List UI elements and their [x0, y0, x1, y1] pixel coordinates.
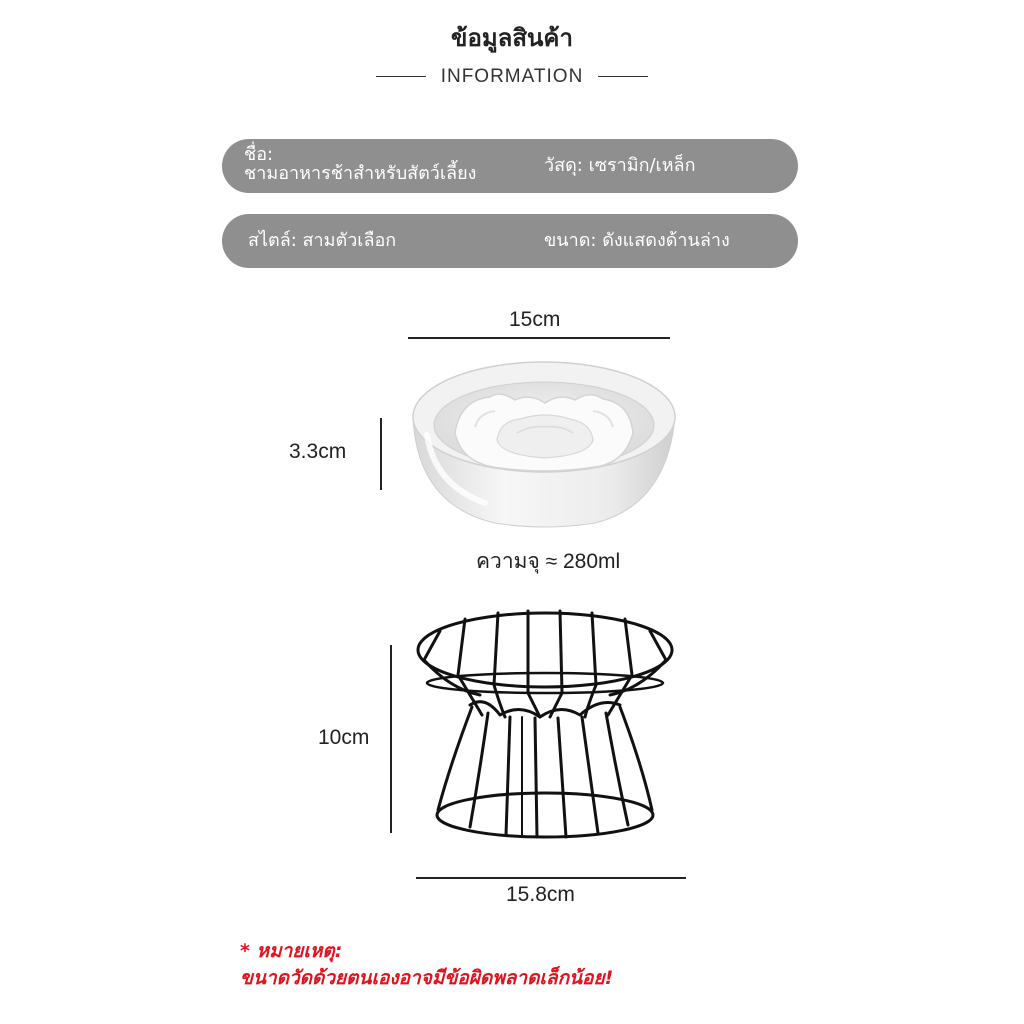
slow-feeder-bowl-image: [405, 355, 685, 535]
product-name-value: ชามอาหารช้าสำหรับสัตว์เลี้ยง: [244, 163, 477, 184]
info-pill-name-material: [222, 139, 798, 193]
size-text: ขนาด: ดังแสดงด้านล่าง: [544, 230, 730, 251]
metal-stand-image: [410, 605, 680, 845]
note-text: ขนาดวัดด้วยตนเองอาจมีข้อผิดพลาดเล็กน้อย!: [240, 967, 614, 989]
info-pill-style-size: [222, 214, 798, 268]
product-name-label: ชื่อ:: [244, 144, 274, 165]
subtitle-rule-left: [376, 76, 426, 77]
material-text: วัสดุ: เซรามิก/เหล็ก: [544, 155, 696, 176]
bowl-width-line: [408, 337, 670, 339]
bowl-width-label: 15cm: [509, 308, 561, 331]
subtitle-rule-right: [598, 76, 648, 77]
stand-width-line: [416, 877, 686, 879]
bowl-capacity-label: ความจุ ≈ 280ml: [476, 550, 621, 573]
stand-height-line: [390, 645, 392, 833]
note-title: * หมายเหตุ:: [240, 940, 343, 962]
style-text: สไตล์: สามตัวเลือก: [248, 230, 397, 251]
bowl-height-label: 3.3cm: [289, 440, 347, 463]
stand-height-label: 10cm: [318, 726, 370, 749]
bowl-height-line: [380, 418, 382, 490]
page-title: ข้อมูลสินค้า: [451, 24, 573, 52]
subtitle-text: INFORMATION: [440, 66, 584, 87]
stand-width-label: 15.8cm: [506, 883, 575, 906]
section-subtitle: [0, 66, 1024, 88]
